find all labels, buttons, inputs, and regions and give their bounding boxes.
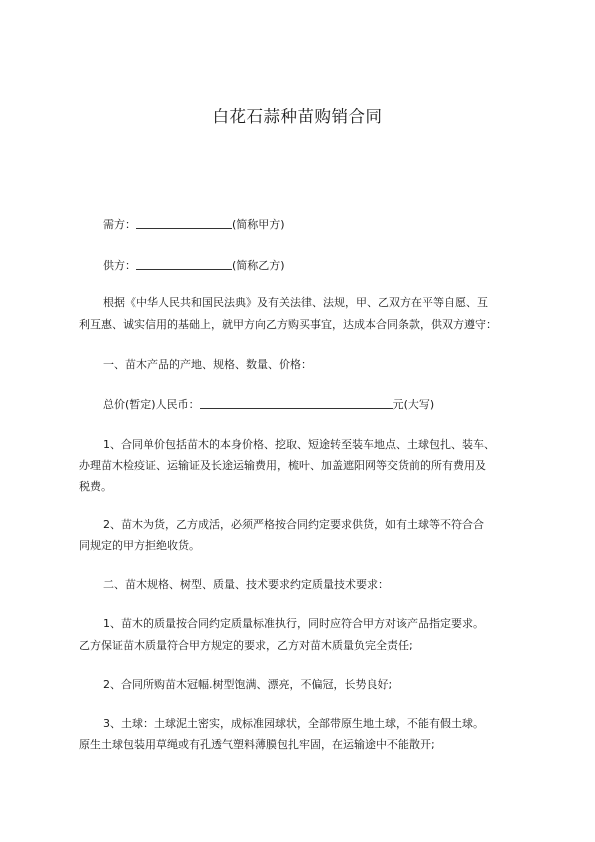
- buyer-blank: [136, 217, 232, 229]
- clause-2-2: 2、合同所购苗木冠幅.树型饱满、漂亮，不偏冠，长势良好;: [103, 678, 393, 691]
- clause-1-2-line-1: 2、苗木为货，乙方成活，必须严格按合同约定要求供货，如有土球等不符合合: [103, 518, 484, 531]
- clause-2-3-line-2: 原生土球包装用草绳或有孔透气塑料薄膜包扎牢固，在运输途中不能散开;: [79, 738, 435, 751]
- section-1-heading: 一、苗木产品的产地、规格、数量、价格：: [103, 358, 312, 371]
- buyer-label: 需方：: [103, 218, 136, 231]
- total-price-blank: [200, 397, 393, 409]
- buyer-line: [0, 217, 595, 231]
- clause-1-2-line-2: 同规定的甲方拒绝收货。: [79, 539, 200, 552]
- clause-1-1-line-2: 办理苗木检疫证、运输证及长途运输费用，梳叶、加盖遮阳网等交货前的所有费用及: [79, 459, 486, 472]
- total-price-line: [0, 397, 595, 411]
- buyer-note: (简称甲方): [232, 218, 285, 231]
- seller-line: [0, 258, 595, 272]
- seller-blank: [136, 258, 232, 270]
- preamble-line-1: 根据《中华人民共和国民法典》及有关法律、法规，甲、乙双方在平等自愿、互: [103, 296, 488, 309]
- total-price-suffix: 元(大写): [392, 398, 435, 411]
- clause-2-1-line-2: 乙方保证苗木质量符合甲方规定的要求，乙方对苗木质量负完全责任;: [79, 639, 413, 652]
- document-title: 白花石蒜种苗购销合同: [212, 107, 383, 126]
- total-price-label: 总价(暂定)人民币：: [103, 398, 200, 411]
- seller-label: 供方：: [103, 259, 136, 272]
- preamble-line-2: 利互惠、诚实信用的基础上，就甲方向乙方购买事宜，达成本合同条款，供双方遵守：: [79, 318, 497, 331]
- clause-2-3-line-1: 3、土球：土球泥土密实，成标准园球状，全部带原生地土球，不能有假土球。: [103, 717, 484, 730]
- clause-1-1-line-1: 1、合同单价包括苗木的本身价格、挖取、短途转至装车地点、土球包扎、装车、: [103, 438, 495, 451]
- seller-note: (简称乙方): [232, 259, 285, 272]
- clause-1-1-line-3: 税费。: [79, 480, 112, 493]
- clause-2-1-line-1: 1、苗木的质量按合同约定质量标准执行，同时应符合甲方对该产品指定要求。: [103, 617, 484, 630]
- section-2-heading: 二、苗木规格、树型、质量、技术要求约定质量技术要求：: [103, 578, 389, 591]
